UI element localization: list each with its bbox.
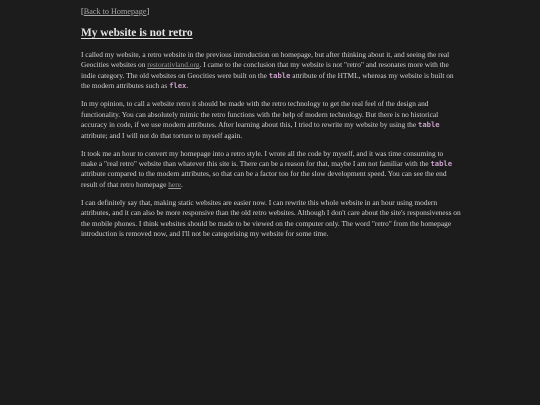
back-bracket-close: ] xyxy=(146,7,150,16)
code-flex: flex xyxy=(169,81,187,91)
paragraph-text: attribute; and I will not do that torture to myself again. xyxy=(81,130,243,140)
paragraph-text: I called my website, a retro website in the previous introduction on homepage, but after thinking about it, and seeing the real Geocities websites on xyxy=(81,50,450,70)
paragraph-text: . xyxy=(186,81,189,91)
back-bracket-open: [ xyxy=(81,7,84,16)
paragraph-text: It took me an hour to convert my homepage into a retro style. I wrote all the code by myself, and it was time consuming to make a "real retro" website than whatever this site is. There can be a reason for that, maybe I am not familiar with the xyxy=(81,148,444,169)
page-content xyxy=(81,6,461,247)
paragraph-1 xyxy=(81,50,461,92)
code-table: table xyxy=(268,70,291,80)
code-table: table xyxy=(418,120,440,130)
retro-homepage-link[interactable]: here xyxy=(168,179,181,189)
paragraph-3 xyxy=(81,149,461,191)
paragraph-text: attribute of the HTML, whereas my website is built on the modern attributes such as xyxy=(81,70,454,91)
article-title: My website is not retro xyxy=(81,27,193,39)
paragraph-text: . xyxy=(180,179,183,189)
paragraph-4: I can definitely say that, making static websites are easier now. I can rewrite this whole website in an hour using modern attributes, and it can also be more responsive than the old retro websites. Although I don't care about the site's responsiveness on the mobile phones. I think websites should be made to be viewed on the computer only. The word "retro" from the homepage introduction is removed now, and I'll not be categorising my website for some time. xyxy=(81,197,461,239)
code-table: table xyxy=(430,159,453,169)
back-to-homepage-link[interactable]: Back to Homepage xyxy=(83,7,147,16)
restorativland-link[interactable]: restorativland.org xyxy=(147,60,200,70)
paragraph-text: attribute compared to the modern attributes, so that can be a factor too for the slow development speed. You can see the end result of that retro homepage xyxy=(81,169,447,189)
paragraph-text: In my opinion, to call a website retro it should be made with the retro technology to get the real feel of the design and functionality. You can absolutely mimic the retro functions with the help of modern technology. But there is no historical accuracy in code, if we use modern attributes. After learning about this, I tried to rewrite my website by using the xyxy=(81,99,439,130)
paragraph-text: . I came to the conclusion that my website is not "retro" and resonates more with the indie category. The old websites on Geocities were built on the xyxy=(81,60,449,80)
paragraph-2 xyxy=(81,99,461,141)
back-nav xyxy=(81,6,461,17)
